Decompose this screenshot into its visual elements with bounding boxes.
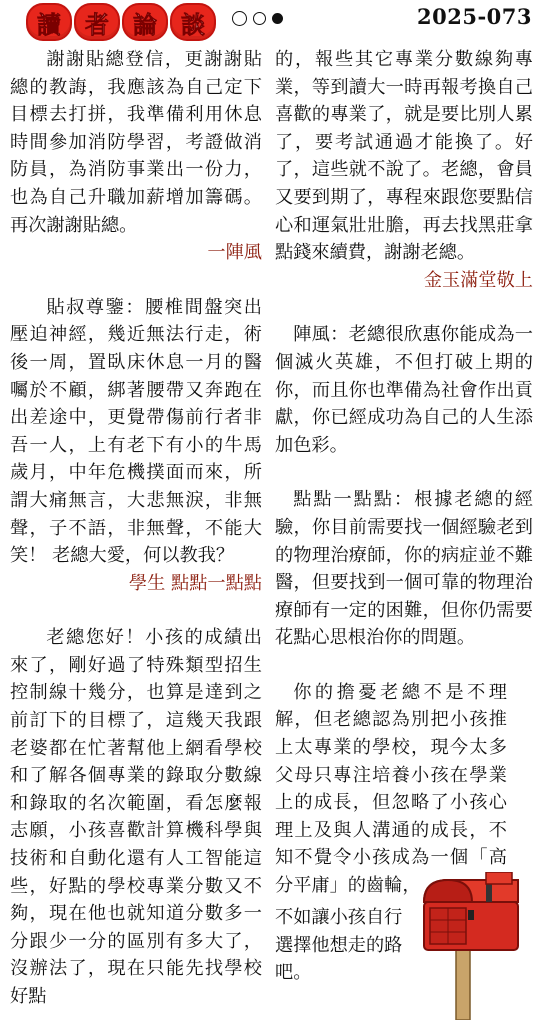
circle-icon [232,11,247,26]
circle-icon [253,12,266,25]
title-badge: 者 [74,3,120,41]
page-header [0,0,540,38]
reply-text: 你的擔憂老總不是不理解，但老總認為別把小孩推上太專業的學校，現今太多父母只專注培養小孩在學業上的成長，但忽略了小孩心理上及與人溝通的成長，不知不覺令小孩成為一個「高分平庸」的齒輪， [275,681,507,897]
letter-text: 老總您好！小孩的成績出來了，剛好過了特殊類型招生控制線十幾分，也算是達到之前訂下的目標了，這幾天我跟老婆都在忙著幫他上網看學校和了解各個專業的錄取分數線和錄取的名次範圍，看怎麼報志願，小孩喜歡計算機科學與技術和自動化還有人工智能這些，好點的學校專業分數又不夠，現在他也就知道分數多一分跟少一分的區別有多大了，沒辦法了，現在只能先找學校好點 [10,627,262,1007]
decorative-dots [232,11,283,26]
title-badge: 談 [170,3,216,41]
letter-signature: 學生 點點一點點 [128,572,262,594]
right-column [275,46,533,900]
reply-text: 點點一點點：根據老總的經驗，你目前需要找一個經驗老到的物理治療師，你的病症並不難醫，但要找到一個可靠的物理治療師有一定的困難，但你仍需要花點心思根治你的問題。 [275,489,533,649]
mailbox-icon [402,872,530,1020]
column-title [26,3,216,41]
left-column [10,46,262,1011]
reply-text-tail: 不如讓小孩自行選擇他想走的路吧。 [275,907,403,984]
title-badge: 論 [122,3,168,41]
letter-text-continued: 的，報些其它專業分數線夠專業，等到讀大一時再報考換自己喜歡的專業了，就是要比別人累了，要考試通過才能換了。好了，這些就不說了。老總，會員又要到期了，專程來跟您要點信心和運氣壯壯膽，再去找黑莊拿點錢來續費，謝謝老總。 [275,49,533,264]
letter-text: 謝謝貼總登信，更謝謝貼總的教誨，我應該為自己定下目標去打拼，我準備利用休息時間參加消防學習，考證做消防員，為消防事業出一份力，也為自己升職加薪增加籌碼。再次謝謝貼總。 [10,49,262,236]
letter-text: 貼叔尊鑒：腰椎間盤突出壓迫神經，幾近無法行走，術後一周，置臥床休息一月的醫囑於不顧，綁著腰帶又奔跑在出差途中，更覺帶傷前行者非吾一人，上有老下有小的牛馬歲月，中年危機撲面而來，所謂大痛無言，大悲無淚，非無聲，子不語，非無聲，不能大笑！ 老總大愛，何以教我？ [10,296,262,567]
title-badge: 讀 [26,3,72,41]
letter-signature: 金玉滿堂敬上 [423,269,533,291]
issue-number: 2025-073 [417,4,532,29]
filled-circle-icon [272,13,283,24]
reply-text: 陣風：老總很欣惠你能成為一個滅火英雄，不但打破上期的你，而且你也準備為社會作出貢獻，你已經成功為自己的人生添加色彩。 [275,324,533,456]
letter-signature: 一陣風 [207,242,262,264]
